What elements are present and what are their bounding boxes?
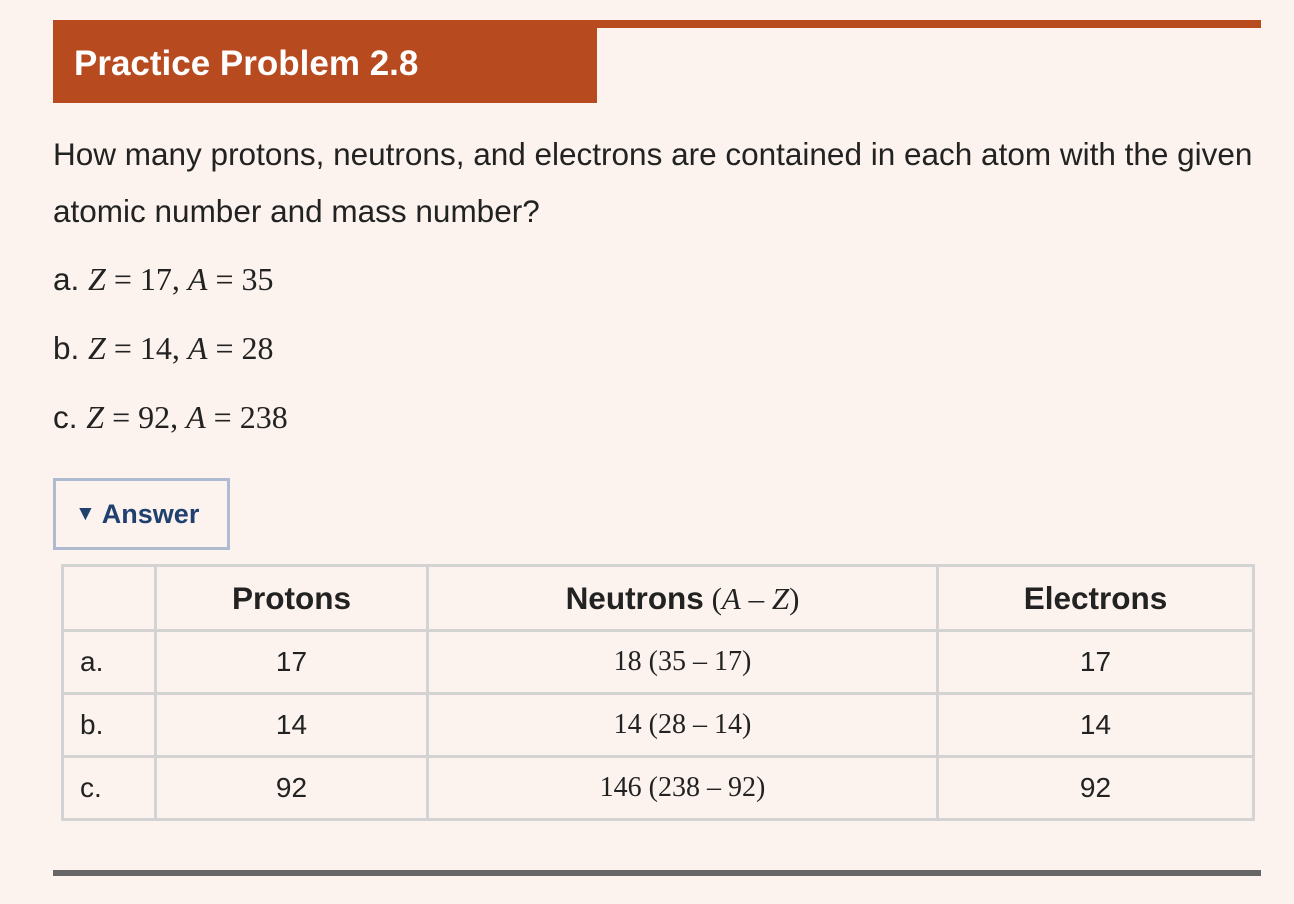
cell-neutrons: 146 (238 – 92)	[428, 757, 938, 820]
part-label: a.	[53, 261, 80, 297]
cell-protons: 92	[156, 757, 428, 820]
neutrons-formula: (A – Z)	[703, 580, 800, 616]
cell-electrons: 17	[938, 631, 1254, 694]
cell-neutrons: 14 (28 – 14)	[428, 694, 938, 757]
answer-toggle-button[interactable]	[53, 478, 230, 550]
part-a	[53, 259, 273, 299]
header-blank	[63, 566, 156, 631]
cell-protons: 14	[156, 694, 428, 757]
row-label: b.	[63, 694, 156, 757]
table-row	[63, 694, 1254, 757]
bottom-divider	[53, 870, 1261, 876]
answer-table	[61, 564, 1255, 821]
table-row	[63, 757, 1254, 820]
table-header-row	[63, 566, 1254, 631]
cell-electrons: 92	[938, 757, 1254, 820]
part-label: b.	[53, 330, 80, 366]
cell-electrons: 14	[938, 694, 1254, 757]
header-neutrons: Neutrons (A – Z)	[428, 566, 938, 631]
question-text: How many protons, neutrons, and electrons are contained in each atom with the given atomic number and mass number?	[53, 136, 1253, 229]
header-protons: Protons	[156, 566, 428, 631]
part-b	[53, 328, 273, 368]
row-label: c.	[63, 757, 156, 820]
cell-protons: 17	[156, 631, 428, 694]
answer-label: Answer	[101, 498, 200, 529]
top-accent-rule	[53, 20, 1261, 28]
row-label: a.	[63, 631, 156, 694]
part-label: c.	[53, 399, 78, 435]
header-electrons: Electrons	[938, 566, 1254, 631]
part-equation: Z = 17, A = 35	[88, 261, 274, 297]
problem-title: Practice Problem 2.8	[53, 28, 597, 103]
cell-neutrons: 18 (35 – 17)	[428, 631, 938, 694]
part-c	[53, 397, 288, 437]
triangle-down-icon: ▼	[75, 502, 96, 525]
table-row	[63, 631, 1254, 694]
part-equation: Z = 14, A = 28	[88, 330, 274, 366]
part-equation: Z = 92, A = 238	[86, 399, 288, 435]
